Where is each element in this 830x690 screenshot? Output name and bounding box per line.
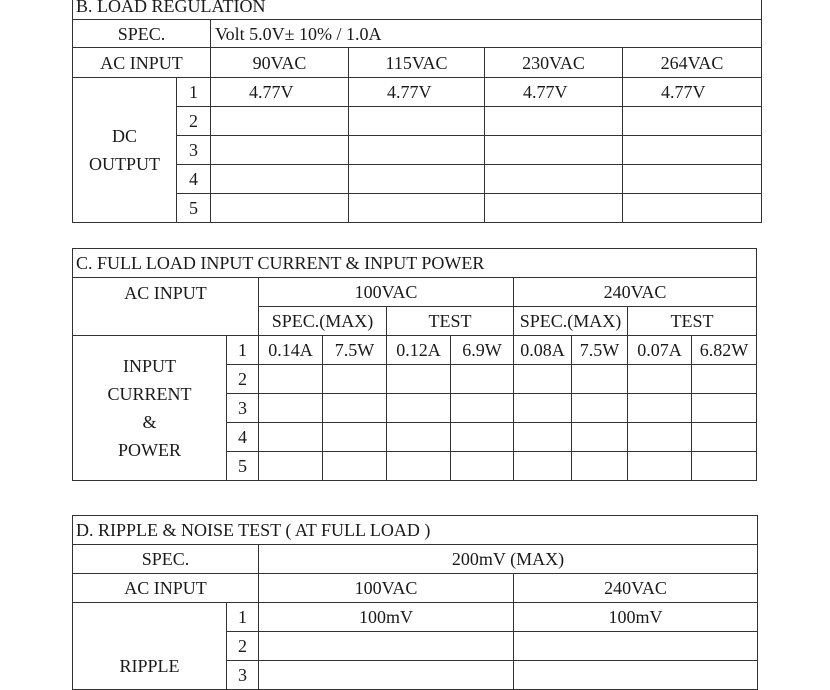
header-100vac: 100VAC — [259, 278, 514, 307]
table-cell — [572, 423, 628, 452]
ac-input-label: AC INPUT — [73, 278, 259, 336]
input-264vac: 264VAC — [623, 48, 762, 78]
input-115vac: 115VAC — [349, 48, 485, 78]
row-number: 5 — [177, 194, 211, 223]
table-cell: 4.77V — [485, 78, 623, 107]
row-number: 1 — [177, 78, 211, 107]
section-c-input-current-power — [72, 248, 757, 481]
label-line: INPUT — [123, 356, 176, 376]
table-cell — [259, 452, 323, 481]
table-cell: 100mV — [259, 603, 514, 632]
table-cell — [323, 452, 387, 481]
table-cell: 6.9W — [451, 336, 514, 365]
table-cell — [211, 165, 349, 194]
row-number: 3 — [227, 661, 259, 690]
table-cell — [349, 165, 485, 194]
table-cell — [259, 661, 514, 690]
table-cell — [628, 423, 692, 452]
row-number: 2 — [227, 632, 259, 661]
header-100vac: 100VAC — [259, 574, 514, 603]
section-b-title: B. LOAD REGULATION — [73, 0, 762, 20]
table-cell: 100mV — [514, 603, 758, 632]
test-240: TEST — [628, 307, 757, 336]
table-cell — [692, 365, 757, 394]
spec-max-240: SPEC.(MAX) — [514, 307, 628, 336]
table-cell — [323, 394, 387, 423]
table-cell: 6.82W — [692, 336, 757, 365]
header-240vac: 240VAC — [514, 574, 758, 603]
ac-input-label: AC INPUT — [73, 48, 211, 78]
table-cell — [451, 452, 514, 481]
table-cell — [259, 394, 323, 423]
table-cell: 7.5W — [572, 336, 628, 365]
input-90vac: 90VAC — [211, 48, 349, 78]
table-cell — [451, 394, 514, 423]
table-cell — [211, 194, 349, 223]
table-cell — [485, 107, 623, 136]
table-cell — [211, 136, 349, 165]
section-d-ripple-noise — [72, 515, 758, 690]
table-cell — [349, 107, 485, 136]
table-cell — [514, 661, 758, 690]
table-cell — [514, 452, 572, 481]
table-cell — [692, 423, 757, 452]
ripple-label: RIPPLE — [73, 603, 227, 690]
section-b-load-regulation — [72, 0, 762, 223]
spec-value: 200mV (MAX) — [259, 545, 758, 574]
table-cell — [211, 107, 349, 136]
ac-input-label: AC INPUT — [73, 574, 259, 603]
row-number: 2 — [177, 107, 211, 136]
table-cell — [623, 194, 762, 223]
dc-output-line1: DC — [111, 126, 137, 146]
table-cell: 0.07A — [628, 336, 692, 365]
load-regulation-table — [72, 0, 762, 223]
table-cell — [387, 423, 451, 452]
table-cell — [485, 165, 623, 194]
table-cell: 0.14A — [259, 336, 323, 365]
row-number: 3 — [227, 394, 259, 423]
table-cell — [514, 394, 572, 423]
label-line: & — [142, 412, 157, 432]
table-cell — [514, 632, 758, 661]
table-cell — [692, 394, 757, 423]
table-cell — [628, 452, 692, 481]
section-d-title: D. RIPPLE & NOISE TEST ( AT FULL LOAD ) — [73, 516, 758, 545]
spec-label: SPEC. — [73, 20, 211, 48]
table-cell — [514, 365, 572, 394]
input-230vac: 230VAC — [485, 48, 623, 78]
table-cell — [623, 107, 762, 136]
ripple-noise-table — [72, 515, 758, 690]
row-number: 4 — [177, 165, 211, 194]
table-cell: 0.12A — [387, 336, 451, 365]
table-cell: 4.77V — [623, 78, 762, 107]
dc-output-label — [73, 78, 177, 223]
section-c-title: C. FULL LOAD INPUT CURRENT & INPUT POWER — [73, 249, 757, 278]
table-cell — [323, 365, 387, 394]
table-cell — [485, 136, 623, 165]
table-cell — [259, 365, 323, 394]
table-cell — [387, 452, 451, 481]
row-number: 4 — [227, 423, 259, 452]
test-100: TEST — [387, 307, 514, 336]
spec-max-100: SPEC.(MAX) — [259, 307, 387, 336]
row-number: 3 — [177, 136, 211, 165]
table-cell — [572, 394, 628, 423]
table-cell — [572, 452, 628, 481]
row-number: 2 — [227, 365, 259, 394]
input-current-power-label — [73, 336, 227, 481]
row-number: 1 — [227, 336, 259, 365]
table-cell — [259, 423, 323, 452]
table-cell: 4.77V — [349, 78, 485, 107]
table-cell — [451, 423, 514, 452]
spec-label: SPEC. — [73, 545, 259, 574]
table-cell — [387, 394, 451, 423]
table-cell — [628, 394, 692, 423]
table-cell — [387, 365, 451, 394]
table-cell — [349, 136, 485, 165]
table-cell — [259, 632, 514, 661]
table-cell — [349, 194, 485, 223]
label-line: CURRENT — [107, 384, 192, 404]
spec-value: Volt 5.0V± 10% / 1.0A — [211, 20, 762, 48]
table-cell: 4.77V — [211, 78, 349, 107]
input-current-power-table — [72, 248, 757, 481]
table-cell — [451, 365, 514, 394]
label-line: POWER — [118, 440, 181, 460]
table-cell — [628, 365, 692, 394]
table-cell — [323, 423, 387, 452]
dc-output-line2: OUTPUT — [89, 154, 160, 174]
row-number: 1 — [227, 603, 259, 632]
table-cell — [623, 136, 762, 165]
table-cell — [514, 423, 572, 452]
table-cell — [692, 452, 757, 481]
table-cell: 0.08A — [514, 336, 572, 365]
table-cell — [485, 194, 623, 223]
table-cell — [572, 365, 628, 394]
header-240vac: 240VAC — [514, 278, 757, 307]
table-cell — [623, 165, 762, 194]
row-number: 5 — [227, 452, 259, 481]
table-cell: 7.5W — [323, 336, 387, 365]
